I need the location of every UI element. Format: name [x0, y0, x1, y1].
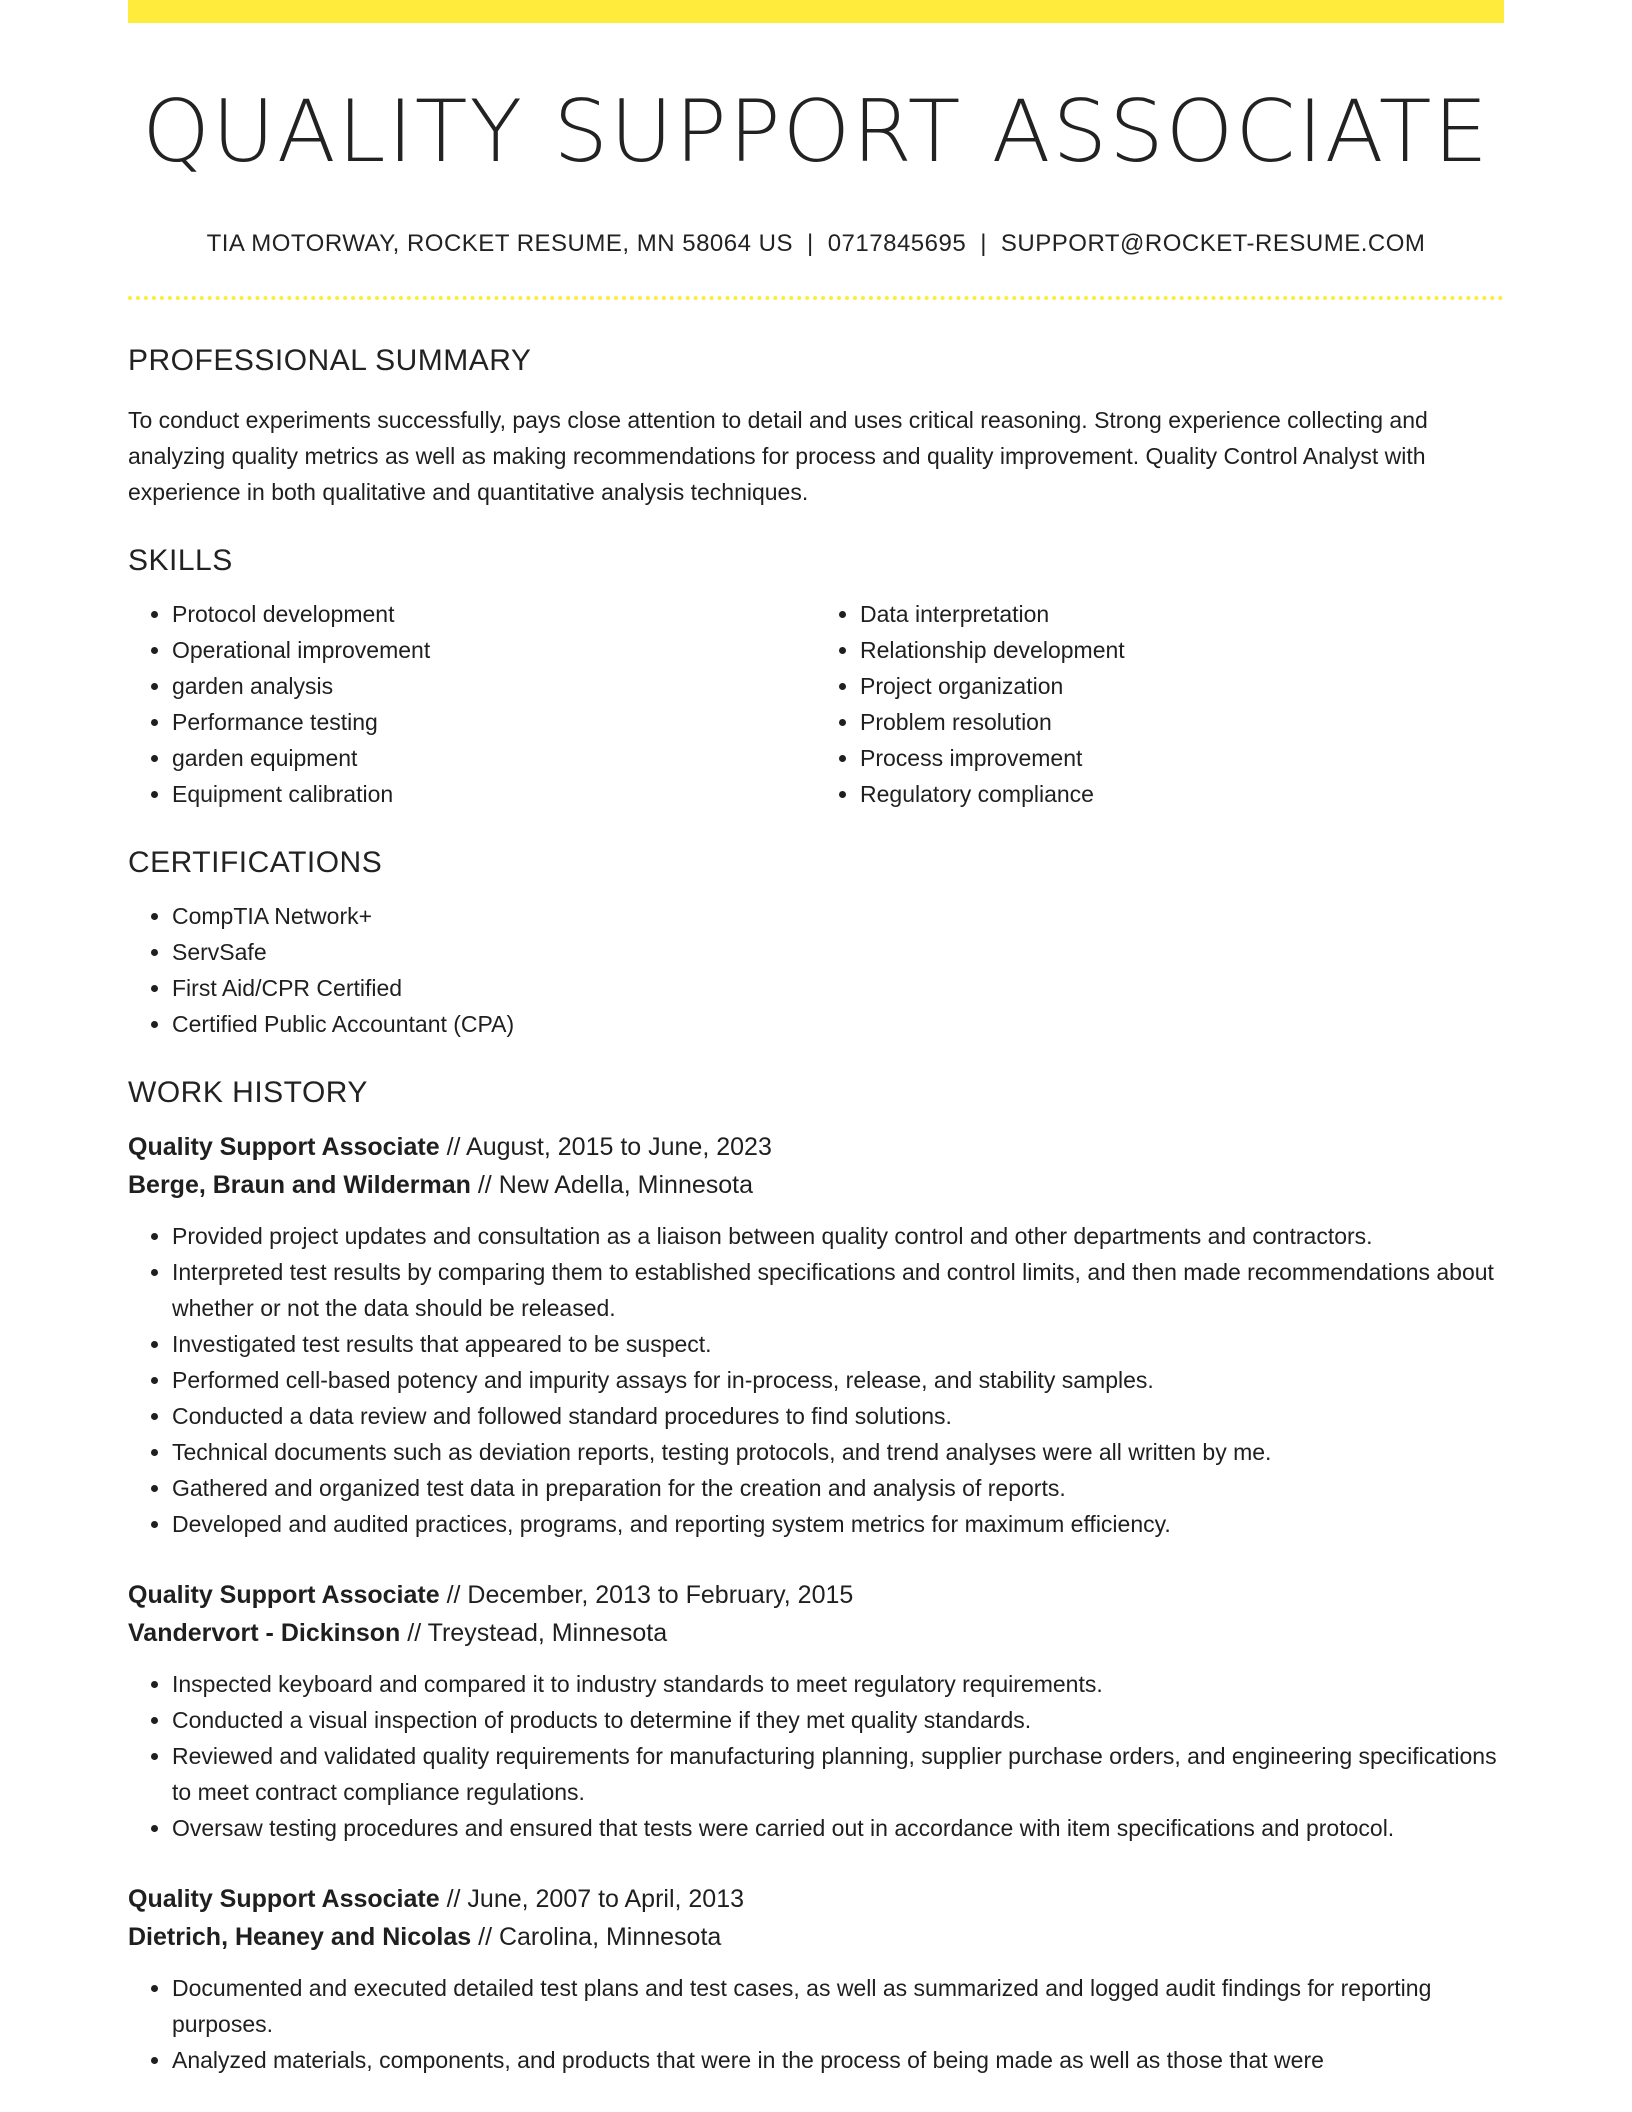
job-location: // New Adella, Minnesota: [470, 1171, 753, 1200]
skill-item: • Problem resolution: [860, 704, 1504, 740]
job-title: Quality Support Associate: [128, 1581, 440, 1610]
work-history-section: [128, 1076, 1504, 2078]
skill-item: • Performance testing: [172, 704, 816, 740]
contact-address: TIA MOTORWAY, ROCKET RESUME, MN 58064 US: [206, 230, 793, 258]
job-title-line: [128, 1576, 1504, 1614]
job-bullets: [128, 1218, 1504, 1542]
contact-email[interactable]: SUPPORT@ROCKET-RESUME.COM: [1000, 230, 1426, 258]
certification-item: • Certified Public Accountant (CPA): [172, 1006, 1504, 1042]
job-bullet: • Reviewed and validated quality requirements for manufacturing planning, supplier purchase orders, and engineering specifications to meet contract compliance regulations.: [172, 1738, 1504, 1810]
job-entry: [128, 1128, 1504, 1542]
skill-item: • garden analysis: [172, 668, 816, 704]
accent-top-bar: [128, 0, 1504, 23]
job-company-line: [128, 1614, 1504, 1652]
skill-item: • Relationship development: [860, 632, 1504, 668]
job-bullet: • Documented and executed detailed test plans and test cases, as well as summarized and logged audit findings for reporting purposes.: [172, 1970, 1504, 2042]
certifications-list: [128, 898, 1504, 1042]
job-bullet: • Analyzed materials, components, and products that were in the process of being made as well as those that were: [172, 2042, 1504, 2078]
skill-item: • Operational improvement: [172, 632, 816, 668]
job-entry: [128, 1880, 1504, 2078]
job-company: Berge, Braun and Wilderman: [128, 1171, 471, 1200]
certification-item: • CompTIA Network+: [172, 898, 1504, 934]
job-location: // Carolina, Minnesota: [471, 1923, 722, 1952]
skill-item: • garden equipment: [172, 740, 816, 776]
job-company-line: [128, 1918, 1504, 1956]
resume-name-title: QUALITY SUPPORT ASSOCIATE: [142, 82, 1490, 182]
skills-list-right: [816, 596, 1504, 812]
job-dates: // December, 2013 to February, 2015: [439, 1581, 854, 1610]
job-company-line: [128, 1166, 1504, 1204]
job-entry: [128, 1576, 1504, 1846]
skills-heading: SKILLS: [128, 544, 233, 578]
summary-section: [128, 344, 1504, 510]
contact-separator: |: [806, 230, 814, 258]
skills-section: [128, 544, 1504, 812]
summary-text: To conduct experiments successfully, pays close attention to detail and uses critical reasoning. Strong experience collecting and analyzing quality metrics as well as making recommendations for process and quality improvement. Quality Control Analyst with experience in both qualitative and quantitative analysis techniques.: [128, 407, 1428, 506]
job-bullet: • Inspected keyboard and compared it to industry standards to meet regulatory requirements.: [172, 1666, 1504, 1702]
job-bullet: • Interpreted test results by comparing them to established specifications and control limits, and then made recommendations about whether or not the data should be released.: [172, 1254, 1504, 1326]
job-title: Quality Support Associate: [128, 1133, 440, 1162]
job-bullet: • Oversaw testing procedures and ensured that tests were carried out in accordance with item specifications and protocol.: [172, 1810, 1504, 1846]
skill-item: • Process improvement: [860, 740, 1504, 776]
skill-item: • Equipment calibration: [172, 776, 816, 812]
contact-separator: |: [980, 230, 987, 258]
job-dates: // June, 2007 to April, 2013: [439, 1885, 745, 1914]
job-location: // Treystead, Minnesota: [400, 1619, 668, 1648]
job-title-line: [128, 1880, 1504, 1918]
certification-item: • First Aid/CPR Certified: [172, 970, 1504, 1006]
contact-phone[interactable]: 0717845695: [827, 230, 967, 258]
job-bullet: • Conducted a data review and followed standard procedures to find solutions.: [172, 1398, 1504, 1434]
skill-item: • Regulatory compliance: [860, 776, 1504, 812]
skills-list-left: [128, 596, 816, 812]
contact-line: [128, 230, 1504, 258]
job-bullet: • Technical documents such as deviation reports, testing protocols, and trend analyses were all written by me.: [172, 1434, 1504, 1470]
job-bullet: • Performed cell-based potency and impurity assays for in-process, release, and stability samples.: [172, 1362, 1504, 1398]
job-bullet: • Investigated test results that appeared to be suspect.: [172, 1326, 1504, 1362]
job-bullet: • Conducted a visual inspection of products to determine if they met quality standards.: [172, 1702, 1504, 1738]
job-title-line: [128, 1128, 1504, 1166]
job-bullet: • Developed and audited practices, programs, and reporting system metrics for maximum efficiency.: [172, 1506, 1504, 1542]
skill-item: • Data interpretation: [860, 596, 1504, 632]
skill-item: • Protocol development: [172, 596, 816, 632]
certifications-heading: CERTIFICATIONS: [128, 846, 383, 880]
certifications-section: [128, 846, 1504, 1042]
job-bullets: [128, 1970, 1504, 2078]
job-title: Quality Support Associate: [128, 1885, 440, 1914]
job-list: [128, 1128, 1504, 2078]
job-bullets: [128, 1666, 1504, 1846]
resume-page: [128, 0, 1504, 2078]
job-company: Vandervort - Dickinson: [128, 1619, 401, 1648]
certification-item: • ServSafe: [172, 934, 1504, 970]
skill-item: • Project organization: [860, 668, 1504, 704]
work-history-heading: WORK HISTORY: [128, 1076, 368, 1110]
dotted-divider: [128, 296, 1504, 300]
job-bullet: • Gathered and organized test data in preparation for the creation and analysis of reports.: [172, 1470, 1504, 1506]
job-dates: // August, 2015 to June, 2023: [439, 1133, 772, 1162]
summary-heading: PROFESSIONAL SUMMARY: [128, 344, 532, 378]
skills-grid: [128, 578, 1504, 812]
job-bullet: • Provided project updates and consultation as a liaison between quality control and other departments and contractors.: [172, 1218, 1504, 1254]
job-company: Dietrich, Heaney and Nicolas: [128, 1923, 472, 1952]
